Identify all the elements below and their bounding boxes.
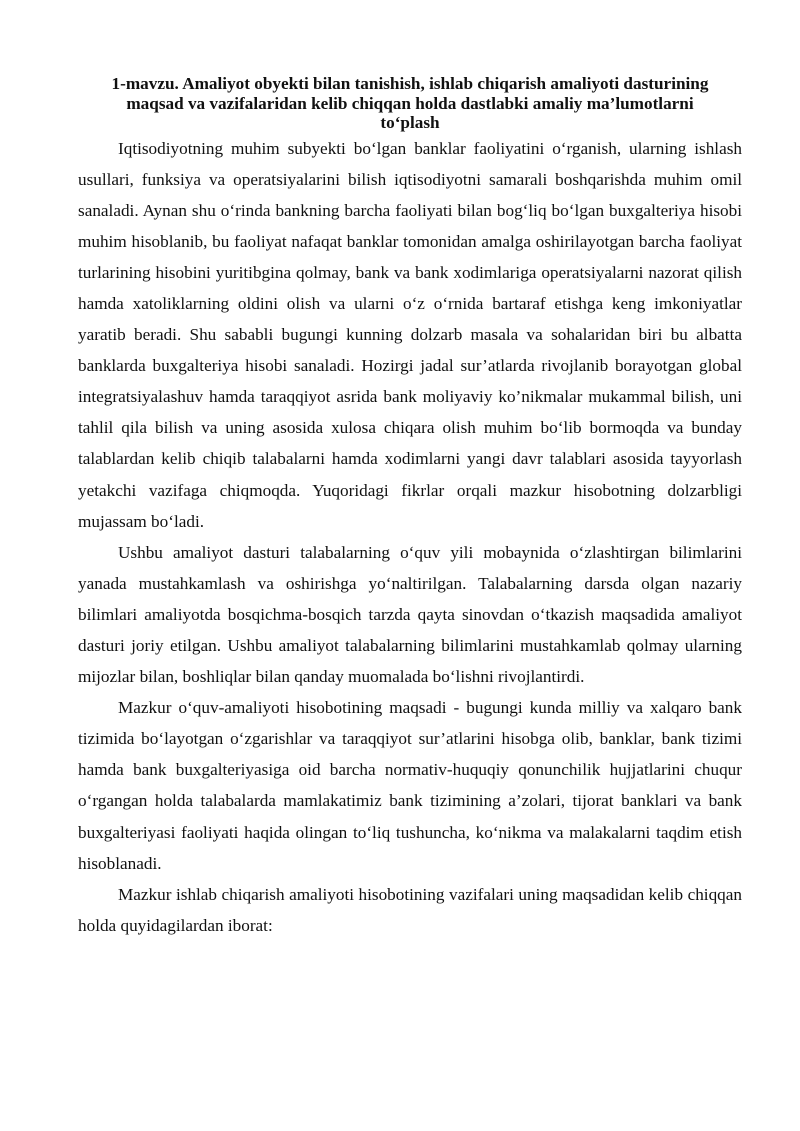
body-paragraph-intro: Iqtisodiyotning muhim subyekti bo‘lgan banklar faoliyatini o‘rganish, ularning ishlash usullari, funksiya va operatsiyalarini bilish iqtisodiyotni samarali boshqarishda muhim omil sanaladi. Aynan shu o‘rinda bankning barcha faoliyati bilan bog‘liq bo‘lgan buxgalteriya hisobi muhim hisoblanib, bu faoliyat nafaqat banklar tomonidan amalga oshirilayotgan barcha faoliyat turlarining hisobini yuritibgina qolmay, bank va bank xodimlariga operatsiyalarni nazorat qilish hamda xatoliklarning oldini olish va ularni o‘z o‘rnida bartaraf etishga keng imkoniyatlar yaratib beradi. Shu sababli bugungi kunning dolzarb masala va sohalaridan biri bu albatta banklarda buxgalteriya hisobi sanaladi. Hozirgi jadal sur’atlarda rivojlanib borayotgan global integratsiyalashuv hamda taraqqiyot asrida bank moliyaviy ko’nikmalar mukammal bilish, uni tahlil qila bilish va uning asosida xulosa chiqara olish muhim bo‘lib bormoqda va bunday talablardan kelib chiqib talabalarni hamda xodimlarni yangi davr talablari asosida tayyorlash yetakchi vazifaga chiqmoqda. Yuqoridagi fikrlar orqali mazkur hisobotning dolzarbligi mujassam bo‘ladi. [78, 138, 742, 531]
document-page [78, 74, 742, 941]
body-paragraph-tasks: Mazkur ishlab chiqarish amaliyoti hisobotining vazifalari uning maqsadidan kelib chiqqan holda quyidagilardan iborat: [78, 884, 742, 935]
title-line: 1-mavzu. Amaliyot obyekti bilan tanishish, ishlab chiqarish amaliyoti dasturining [111, 74, 709, 93]
body-paragraph-goal: Mazkur o‘quv-amaliyoti hisobotining maqsadi - bugungi kunda milliy va xalqaro bank tizimida bo‘layotgan o‘zgarishlar va taraqqiyot sur’atlarini hisobga olib, banklar, bank tizimi hamda bank buxgalteriyasiga oid barcha normativ-huquqiy qonunchilik hujjatlarini chuqur o‘rgangan holda talabalarda mamlakatimiz bank tizimining a’zolari, tijorat banklari va bank buxgalteriyasi faoliyati haqida olingan to‘liq tushuncha, ko‘nikma va malakalarni taqdim etish hisoblanadi. [78, 698, 742, 873]
body-paragraph-program: Ushbu amaliyot dasturi talabalarning o‘quv yili mobaynida o‘zlashtirgan bilimlarini yanada mustahkamlash va oshirishga yo‘naltirilgan. Talabalarning darsda olgan nazariy bilimlari amaliyotda bosqichma-bosqich tarzda qayta sinovdan o‘tkazish maqsadida amaliyot dasturi joriy etilgan. Ushbu amaliyot talabalarning bilimlarini mustahkamlab qolmay ularning mijozlar bilan, boshliqlar bilan qanday muomalada bo‘lishni rivojlantirdi. [78, 542, 742, 687]
title-line: to‘plash [380, 113, 440, 132]
document-title [78, 74, 742, 133]
title-line: maqsad va vazifalaridan kelib chiqqan holda dastlabki amaliy ma’lumotlarni [126, 93, 694, 113]
